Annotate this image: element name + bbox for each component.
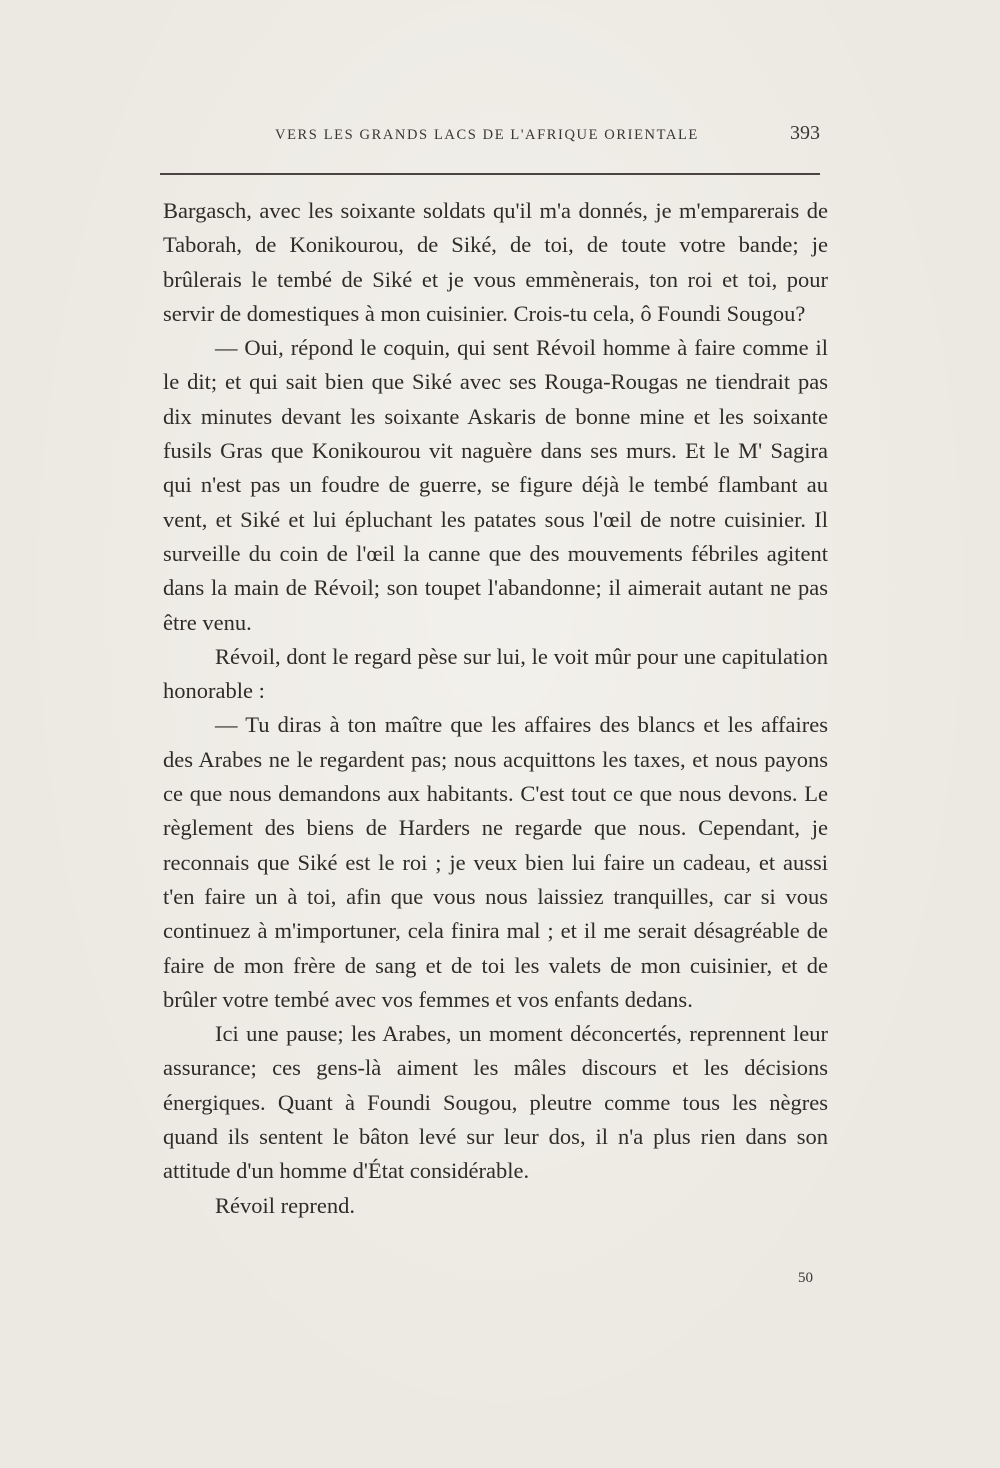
paragraph: Ici une pause; les Arabes, un moment déconcertés, reprennent leur assurance; ces gens-là aiment les mâles discours et les décisions énergiques. Quant à Foundi Sougou, pleutre comme tous les nègres quand ils sentent le bâton levé sur leur dos, il n'a plus rien dans son attitude d'un homme d'État considérable.: [163, 1021, 828, 1184]
paragraph: Révoil, dont le regard pèse sur lui, le voit mûr pour une capitulation honorable :: [163, 643, 828, 704]
body-text: [163, 194, 828, 1223]
signature-mark: 50: [798, 1270, 813, 1286]
paragraph: — Tu diras à ton maître que les affaires des blancs et les affaires des Arabes ne le regardent pas; nous acquittons les taxes, et nous payons ce que nous demandons aux habitants. C'est tout ce que nous devons. Le règlement des biens de Harders ne regarde que nous. Cependant, je reconnais que Siké est le roi ; je veux bien lui faire un cadeau, et aussi t'en faire un à toi, afin que vous nous laissiez tranquilles, car si vous continuez à m'importuner, cela finira mal ; et il me serait désagréable de faire de mon frère de sang et de toi les valets de mon cuisinier, et de brûler votre tembé avec vos femmes et vos enfants dedans.: [163, 712, 828, 1012]
paragraph: — Oui, répond le coquin, qui sent Révoil homme à faire comme il le dit; et qui sait bien que Siké avec ses Rouga-Rougas ne tiendrait pas dix minutes devant les soixante Askaris de bonne mine et les soixante fusils Gras que Konikourou vit naguère dans ses murs. Et le M' Sagira qui n'est pas un foudre de guerre, se figure déjà le tembé flambant au vent, et Siké et lui épluchant les patates sous l'œil de notre cuisinier. Il surveille du coin de l'œil la canne que des mouvements fébriles agitent dans la main de Révoil; son toupet l'abandonne; il aimerait autant ne pas être venu.: [163, 335, 828, 635]
running-head: [160, 122, 830, 152]
header-rule: [160, 173, 820, 175]
page-number: 393: [790, 122, 820, 144]
paragraph-continued: Bargasch, avec les soixante soldats qu'il m'a donnés, je m'emparerais de Taborah, de Konikourou, de Siké, de toi, de toute votre bande; je brûlerais le tembé de Siké et je vous emmènerais, ton roi et toi, pour servir de domestiques à mon cuisinier. Crois-tu cela, ô Foundi Sougou?: [163, 198, 828, 326]
running-title: VERS LES GRANDS LACS DE L'AFRIQUE ORIENTALE: [275, 127, 699, 143]
paragraph: Révoil reprend.: [215, 1192, 355, 1218]
